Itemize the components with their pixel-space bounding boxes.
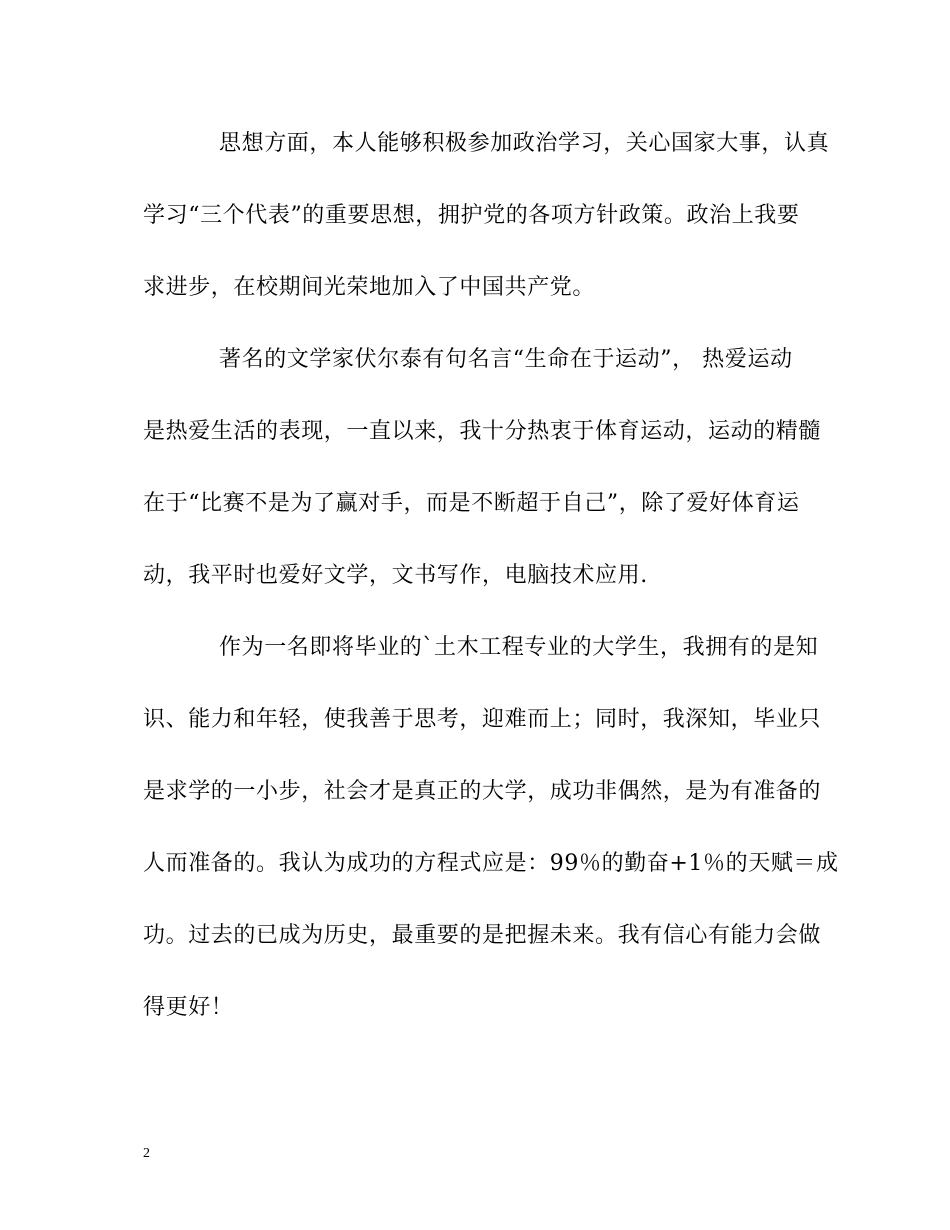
paragraph-1-line-3: 求进步，在校期间光荣地加入了中国共产党。 bbox=[143, 275, 596, 300]
paragraph-3-line-3: 是求学的一小步，社会才是真正的大学，成功非偶然，是为有准备的 bbox=[143, 779, 822, 804]
paragraph-1-line-2: 学习“三个代表”的重要思想，拥护党的各项方针政策。政治上我要 bbox=[143, 203, 800, 228]
paragraph-2-line-4: 动，我平时也爱好文学，文书写作，电脑技术应用. bbox=[143, 563, 648, 588]
paragraph-2-line-1: 著名的文学家伏尔泰有句名言“生命在于运动”， 热爱运动 bbox=[219, 347, 793, 372]
paragraph-3-line-6: 得更好！ bbox=[143, 995, 234, 1020]
paragraph-1-line-1: 思想方面，本人能够积极参加政治学习，关心国家大事，认真 bbox=[219, 131, 830, 156]
paragraph-3-line-1: 作为一名即将毕业的`土木工程专业的大学生，我拥有的是知 bbox=[219, 635, 819, 660]
paragraph-2-line-3: 在于“比赛不是为了赢对手，而是不断超于自己”，除了爱好体育运 bbox=[143, 491, 800, 516]
paragraph-3-line-5: 功。过去的已成为历史，最重要的是把握未来。我有信心有能力会做 bbox=[143, 923, 822, 948]
paragraph-2-line-2: 是热爱生活的表现，一直以来，我十分热衷于体育运动，运动的精髓 bbox=[143, 419, 822, 444]
page-number: 2 bbox=[143, 1146, 150, 1161]
paragraph-3-line-4: 人而准备的。我认为成功的方程式应是：99％的勤奋+1％的天赋＝成 bbox=[143, 851, 839, 876]
paragraph-3-line-2: 识、能力和年轻，使我善于思考，迎难而上；同时，我深知，毕业只 bbox=[143, 707, 822, 732]
